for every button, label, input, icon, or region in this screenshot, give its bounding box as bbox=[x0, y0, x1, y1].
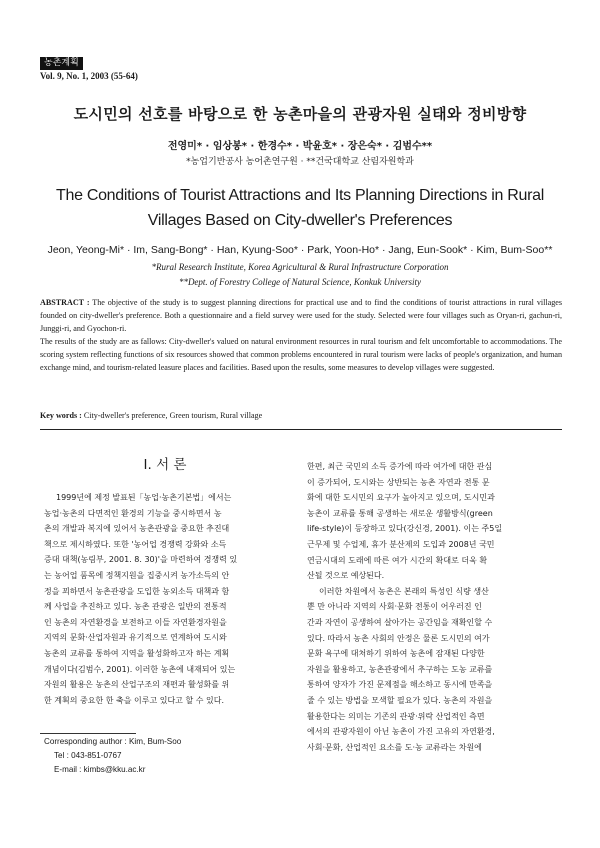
body-text-line: 자원을 활용하고, 농촌관광에서 추구하는 도농 교류를 bbox=[307, 664, 493, 674]
body-text-line: 는 농어업 품목에 정책지원을 집중시켜 농가소득의 안 bbox=[44, 570, 230, 580]
abstract-para-1 bbox=[40, 296, 562, 335]
body-text-line: 촌의 개발과 복지에 있어서 농촌관광을 중요한 추진대 bbox=[44, 524, 230, 534]
body-text-line: 에서의 관광자원이 아닌 농촌이 가진 고유의 자연환경, bbox=[307, 727, 495, 737]
keywords bbox=[40, 411, 562, 420]
left-column-body bbox=[44, 490, 288, 708]
keywords-label: Key words : bbox=[40, 411, 82, 420]
body-text-line: 인 농촌의 자연환경을 보전하고 이들 자연환경자원을 bbox=[44, 617, 227, 627]
body-text-line: 줄 수 있는 방법을 모색할 필요가 있다. 농촌의 자원을 bbox=[307, 695, 493, 705]
body-text-line: 활용한다는 의미는 기존의 관광·위락 산업적인 측면 bbox=[307, 711, 485, 721]
body-text-line: 이러한 차원에서 농촌은 본래의 특성인 식량 생산 bbox=[319, 586, 489, 596]
abstract-text-1: The objective of the study is to suggest planning directions for practical use and to find the conditions of tourist attractions in rural villages founded on city-dweller's preference. Both a questionnaire and a field survey were used for the study. Selected were four villages such as Oryan-ri, gachun-ri, Junggi-ri, and Gyochon-ri. bbox=[40, 298, 562, 333]
body-text-line: 문화 욕구에 대처하기 위하여 농촌에 잠재된 다양한 bbox=[307, 649, 485, 659]
body-text-line: life-style)이 등장하고 있다(강신경, 2001). 이는 주5일 bbox=[307, 524, 503, 534]
corresponding-email: E-mail : kimbs@kku.ac.kr bbox=[54, 765, 146, 774]
right-column-body bbox=[307, 459, 559, 755]
body-text-line: 있다. 따라서 농촌 사회의 안정은 물론 도시민의 여가 bbox=[307, 633, 490, 643]
body-text-line: 께 사업을 추진하고 있다. 농촌 관광은 일반의 전통적 bbox=[44, 602, 227, 612]
body-text-line: 자원의 활용은 농촌의 산업구조의 재편과 활성화를 위 bbox=[44, 680, 230, 690]
body-text-line: 화에 대한 도시민의 요구가 높아지고 있으며, 도시민과 bbox=[307, 493, 495, 503]
section-divider bbox=[40, 429, 562, 430]
corresponding-tel: Tel : 043-851-0767 bbox=[54, 751, 122, 760]
body-text-line: 증대 대책(농림부, 2001. 8. 30)'을 마련하여 경쟁력 있 bbox=[44, 555, 238, 565]
body-text-line: 개념이다(김범수, 2001). 이러한 농촌에 내재되어 있는 bbox=[44, 664, 236, 674]
journal-tag: 농촌계획 bbox=[40, 57, 83, 70]
body-text-line: 1999년에 제정 발표된「농업·농촌기본법」에서는 bbox=[56, 493, 232, 502]
abstract-label: ABSTRACT : bbox=[40, 298, 90, 307]
footnote-divider bbox=[40, 733, 136, 734]
body-text-line: 지역의 문화·산업자원과 유기적으로 연계하여 도시와 bbox=[44, 633, 227, 643]
korean-authors: 전영미* · 임상봉* · 한경수* · 박윤호* · 장은숙* · 김범수** bbox=[167, 141, 433, 152]
body-text-line: 산될 것으로 예상된다. bbox=[307, 571, 385, 581]
section-number: I. bbox=[143, 457, 152, 473]
abstract bbox=[40, 296, 562, 374]
body-text-line: 한편, 최근 국민의 소득 증가에 따라 여가에 대한 관심 bbox=[307, 462, 493, 471]
corresponding-author: Corresponding author : Kim, Bum-Soo bbox=[44, 737, 182, 746]
english-affiliation-1: *Rural Research Institute, Korea Agricultural & Rural Infrastructure Corporation bbox=[151, 262, 449, 272]
body-text-line: 통하여 양자가 가진 문제점을 해소하고 동시에 만족을 bbox=[307, 680, 493, 690]
section-title: 서 론 bbox=[156, 457, 187, 473]
body-text-line: 간과 자연이 공생하여 살아가는 공간임을 재확인할 수 bbox=[307, 617, 493, 627]
english-title: The Conditions of Tourist Attractions and Its Planning Directions in Rural Villages Based on City-dweller's Preferences bbox=[56, 187, 544, 229]
body-text-line: 농촌이 교류를 통해 공생하는 새로운 생활방식(green bbox=[307, 508, 493, 518]
body-text-line: 뿐 만 아니라 지역의 사회·문화 전통이 어우러진 인 bbox=[307, 602, 482, 612]
volume-line: Vol. 9, No. 1, 2003 (55-64) bbox=[40, 71, 138, 81]
body-text-line: 농촌의 교류를 통하여 지역을 활성화하고자 하는 계획 bbox=[44, 648, 230, 658]
section-heading bbox=[40, 453, 290, 473]
korean-affiliation: *농업기반공사 농어촌연구원 · **건국대학교 산림자원학과 bbox=[186, 157, 414, 167]
body-text-line: 연금시대의 도래에 따른 여가 시간의 확대로 더욱 확 bbox=[307, 555, 488, 565]
body-text-line: 한 계획의 중요한 한 축을 이루고 있다고 할 수 있다. bbox=[44, 695, 224, 705]
body-text-line: 이 증가되어, 도시와는 상반되는 농촌 자연과 전통 문 bbox=[307, 477, 490, 487]
body-text-line: 책으로 제시하였다. 또한 '농어업 경쟁력 강화와 소득 bbox=[44, 539, 227, 549]
abstract-para-2: The results of the study are as fallows: City-dweller's valued on natural environment resources in rural tourism and felt uncomfortable to accommodations. The scoring system reflecting functions of six resources showed that common problems encountered in rural tourism were lacks of people's organization, and human exchange mind, and tourism-related leasure places and facilities. Based upon the results, some measures to develop villages were suggested. bbox=[40, 337, 562, 372]
english-authors: Jeon, Yeong-Mi* · Im, Sang-Bong* · Han, Kyung-Soo* · Park, Yoon-Ho* · Jang, Eun-Sook* · Kim, Bum-Soo** bbox=[47, 244, 553, 256]
keywords-text: City-dweller's preference, Green tourism, Rural village bbox=[83, 411, 263, 420]
body-text-line: 농업·농촌의 다면적인 환경의 기능을 중시하면서 농 bbox=[44, 508, 222, 518]
korean-title: 도시민의 선호를 바탕으로 한 농촌마을의 관광자원 실태와 정비방향 bbox=[73, 105, 527, 123]
body-text-line: 근무제 및 수업제, 휴가 분산제의 도입과 2008년 국민 bbox=[307, 539, 495, 549]
body-text-line: 사회·문화, 산업적인 요소를 도·농 교류라는 차원에 bbox=[307, 742, 482, 752]
body-text-line: 정을 꾀하면서 농촌관광을 도입한 농외소득 대책과 함 bbox=[44, 586, 230, 596]
english-affiliation-2: **Dept. of Forestry College of Natural Science, Konkuk University bbox=[178, 277, 422, 287]
